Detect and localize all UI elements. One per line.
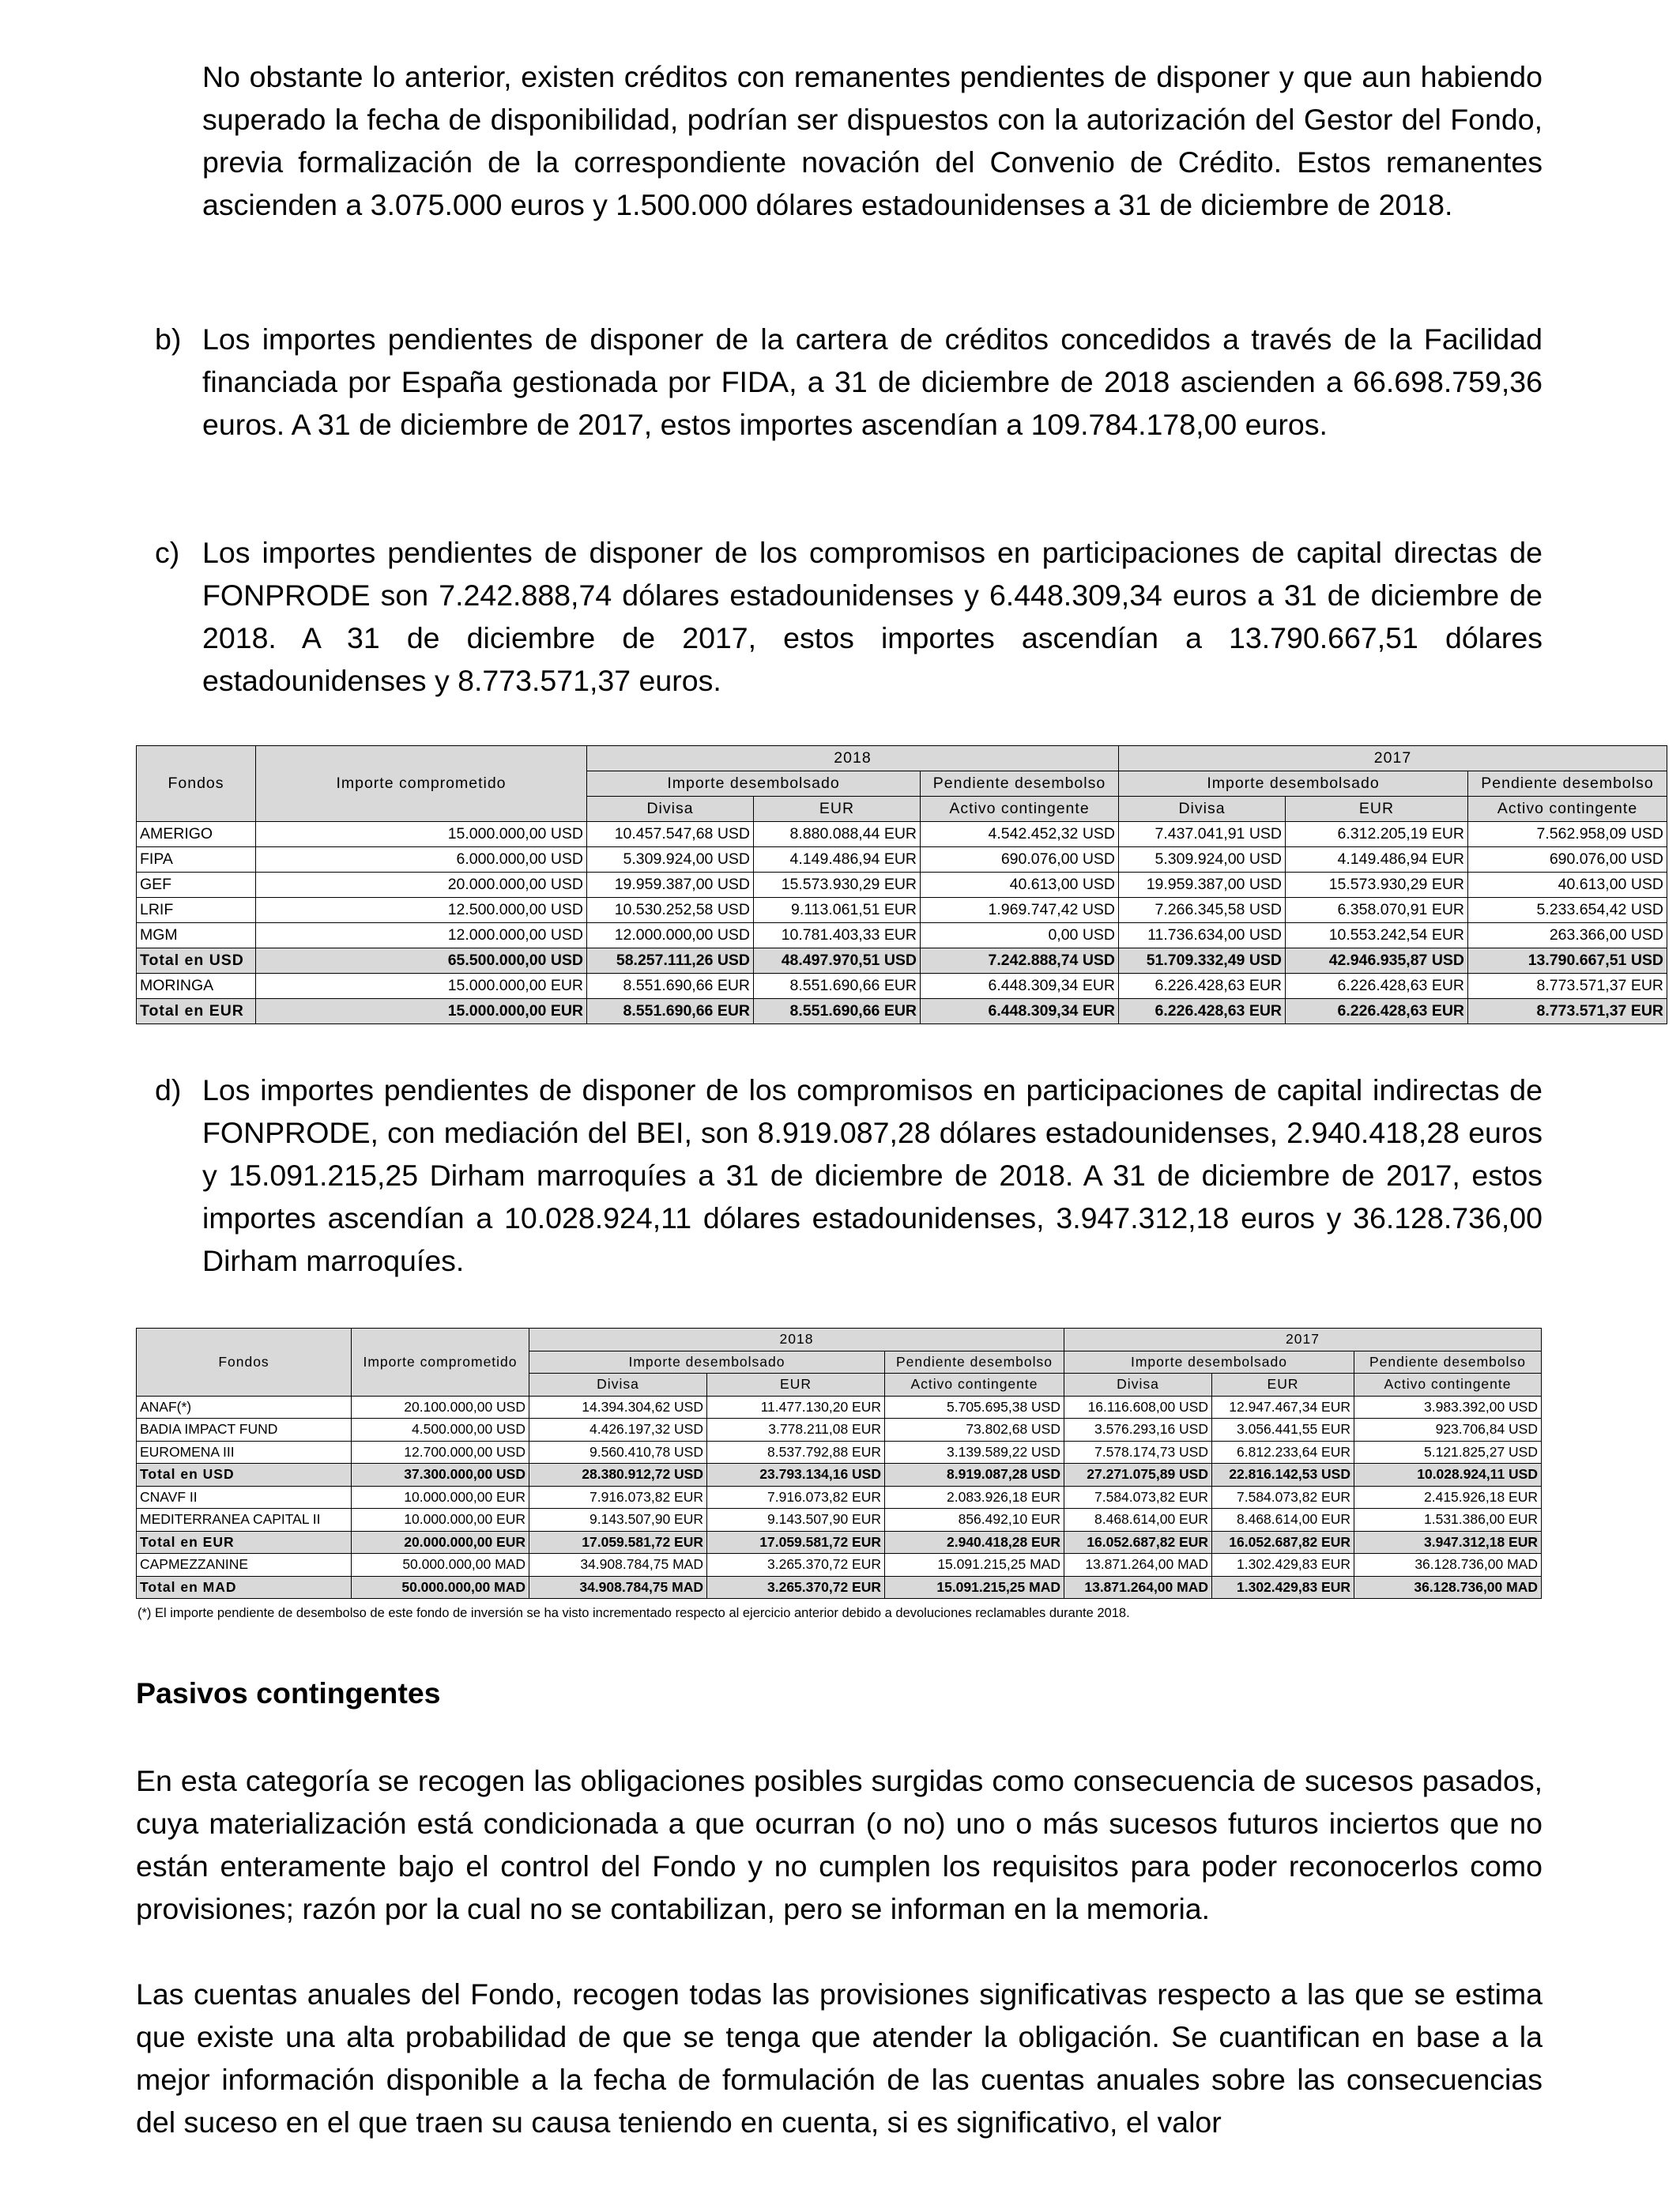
fund-name-cell: AMERIGO: [137, 822, 256, 847]
header-year-2017: 2017: [1064, 1329, 1542, 1351]
fund-name-cell: Total en USD: [137, 948, 256, 974]
fund-name-cell: LRIF: [137, 898, 256, 923]
amount-cell: 7.437.041,91 USD: [1119, 822, 1286, 847]
amount-cell: 10.028.924,11 USD: [1354, 1464, 1542, 1487]
table-total-row: [137, 1531, 1542, 1554]
amount-cell: 12.947.467,34 EUR: [1212, 1396, 1354, 1419]
paragraph-remanentes: No obstante lo anterior, existen créditos con remanentes pendientes de disponer y que aun habiendo superado la fecha de disponibilidad, podrían ser dispuestos con la autorización del Gestor del Fondo, previa formalización de la correspondiente novación del Convenio de Crédito. Estos remanentes ascienden a 3.075.000 euros y 1.500.000 dólares estadounidenses a 31 de diciembre de 2018.: [202, 60, 1543, 221]
amount-cell: 3.139.589,22 USD: [885, 1441, 1064, 1464]
amount-cell: 7.242.888,74 USD: [921, 948, 1119, 974]
amount-cell: 1.969.747,42 USD: [921, 898, 1119, 923]
amount-cell: 16.116.608,00 USD: [1064, 1396, 1212, 1419]
fund-name-cell: BADIA IMPACT FUND: [137, 1419, 352, 1442]
amount-cell: 27.271.075,89 USD: [1064, 1464, 1212, 1487]
header-eur-2017: EUR: [1286, 797, 1468, 822]
amount-cell: 15.000.000,00 EUR: [256, 974, 587, 999]
amount-cell: 50.000.000,00 MAD: [352, 1576, 529, 1599]
amount-cell: 9.143.507,90 EUR: [707, 1509, 885, 1532]
amount-cell: 36.128.736,00 MAD: [1354, 1576, 1542, 1599]
header-activo-2018: Activo contingente: [885, 1374, 1064, 1397]
amount-cell: 5.121.825,27 USD: [1354, 1441, 1542, 1464]
amount-cell: 9.143.507,90 EUR: [529, 1509, 707, 1532]
table-row: [137, 974, 1667, 999]
header-divisa-2018: Divisa: [587, 797, 754, 822]
amount-cell: 9.113.061,51 EUR: [754, 898, 921, 923]
amount-cell: 65.500.000,00 USD: [256, 948, 587, 974]
amount-cell: 7.562.958,09 USD: [1468, 822, 1667, 847]
amount-cell: 4.149.486,94 EUR: [1286, 847, 1468, 873]
amount-cell: 58.257.111,26 USD: [587, 948, 754, 974]
fund-name-cell: MORINGA: [137, 974, 256, 999]
header-eur-2018: EUR: [707, 1374, 885, 1397]
table-participaciones-directas: [136, 745, 1667, 1024]
amount-cell: 10.530.252,58 USD: [587, 898, 754, 923]
amount-cell: 3.947.312,18 EUR: [1354, 1531, 1542, 1554]
amount-cell: 3.576.293,16 USD: [1064, 1419, 1212, 1442]
amount-cell: 856.492,10 EUR: [885, 1509, 1064, 1532]
amount-cell: 6.000.000,00 USD: [256, 847, 587, 873]
amount-cell: 14.394.304,62 USD: [529, 1396, 707, 1419]
amount-cell: 15.091.215,25 MAD: [885, 1576, 1064, 1599]
amount-cell: 4.500.000,00 USD: [352, 1419, 529, 1442]
amount-cell: 40.613,00 USD: [1468, 873, 1667, 898]
table-row: [137, 1554, 1542, 1577]
fund-name-cell: FIPA: [137, 847, 256, 873]
table-participaciones-indirectas: [136, 1328, 1542, 1599]
paragraph-pasivos-provisiones: Las cuentas anuales del Fondo, recogen todas las provisiones significativas respecto a las que se estima que existe una alta probabilidad de que se tenga que atender la obligación. Se cuantifican en base a la mejor información disponible a la fecha de formulación de las cuentas anuales sobre las consecuencias del suceso en el que traen su causa teniendo en cuenta, si es significativo, el valor: [136, 1977, 1543, 2139]
amount-cell: 2.083.926,18 EUR: [885, 1486, 1064, 1509]
amount-cell: 36.128.736,00 MAD: [1354, 1554, 1542, 1577]
amount-cell: 12.000.000,00 USD: [587, 923, 754, 948]
amount-cell: 10.553.242,54 EUR: [1286, 923, 1468, 948]
amount-cell: 15.000.000,00 USD: [256, 822, 587, 847]
table-row: [137, 923, 1667, 948]
amount-cell: 11.736.634,00 USD: [1119, 923, 1286, 948]
header-fondos: Fondos: [137, 746, 256, 822]
header-importe-comprometido: Importe comprometido: [352, 1329, 529, 1397]
table-footnote: (*) El importe pendiente de desembolso de este fondo de inversión se ha visto incrementado respecto al ejercicio anterior debido a devoluciones reclamables durante 2018.: [137, 1606, 1130, 1620]
fund-name-cell: CAPMEZZANINE: [137, 1554, 352, 1577]
amount-cell: 8.551.690,66 EUR: [587, 974, 754, 999]
amount-cell: 6.358.070,91 EUR: [1286, 898, 1468, 923]
amount-cell: 23.793.134,16 USD: [707, 1464, 885, 1487]
header-activo-2018: Activo contingente: [921, 797, 1119, 822]
amount-cell: 37.300.000,00 USD: [352, 1464, 529, 1487]
amount-cell: 6.226.428,63 EUR: [1286, 999, 1468, 1024]
table-row: [137, 822, 1667, 847]
amount-cell: 15.573.930,29 EUR: [1286, 873, 1468, 898]
header-importe-desembolsado-2018: Importe desembolsado: [529, 1351, 885, 1374]
amount-cell: 40.613,00 USD: [921, 873, 1119, 898]
amount-cell: 11.477.130,20 EUR: [707, 1396, 885, 1419]
amount-cell: 3.265.370,72 EUR: [707, 1554, 885, 1577]
amount-cell: 20.000.000,00 EUR: [352, 1531, 529, 1554]
amount-cell: 8.551.690,66 EUR: [587, 999, 754, 1024]
table-row: [137, 1509, 1542, 1532]
amount-cell: 8.551.690,66 EUR: [754, 974, 921, 999]
amount-cell: 8.468.614,00 EUR: [1212, 1509, 1354, 1532]
table-total-row: [137, 1576, 1542, 1599]
table-total-row: [137, 999, 1667, 1024]
amount-cell: 1.531.386,00 EUR: [1354, 1509, 1542, 1532]
amount-cell: 1.302.429,83 EUR: [1212, 1554, 1354, 1577]
header-importe-comprometido: Importe comprometido: [256, 746, 587, 822]
table-row: [137, 1441, 1542, 1464]
amount-cell: 9.560.410,78 USD: [529, 1441, 707, 1464]
amount-cell: 16.052.687,82 EUR: [1064, 1531, 1212, 1554]
header-pendiente-2017: Pendiente desembolso: [1468, 771, 1667, 797]
fund-name-cell: CNAVF II: [137, 1486, 352, 1509]
paragraph-pasivos-definicion: En esta categoría se recogen las obligaciones posibles surgidas como consecuencia de sucesos pasados, cuya materialización está condicionada a que ocurran (o no) uno o más sucesos futuros inciertos que no están enteramente bajo el control del Fondo y no cumplen los requisitos para poder reconocerlos como provisiones; razón por la cual no se contabilizan, pero se informan en la memoria.: [136, 1764, 1543, 1925]
amount-cell: 20.000.000,00 USD: [256, 873, 587, 898]
amount-cell: 34.908.784,75 MAD: [529, 1576, 707, 1599]
table-total-row: [137, 1464, 1542, 1487]
fund-name-cell: Total en MAD: [137, 1576, 352, 1599]
header-importe-desembolsado-2017: Importe desembolsado: [1064, 1351, 1354, 1374]
header-fondos: Fondos: [137, 1329, 352, 1397]
table-row: [137, 1396, 1542, 1419]
amount-cell: 4.542.452,32 USD: [921, 822, 1119, 847]
amount-cell: 12.000.000,00 USD: [256, 923, 587, 948]
list-marker-d: d): [155, 1073, 182, 1106]
amount-cell: 5.309.924,00 USD: [587, 847, 754, 873]
amount-cell: 42.946.935,87 USD: [1286, 948, 1468, 974]
header-pendiente-2018: Pendiente desembolso: [885, 1351, 1064, 1374]
amount-cell: 5.705.695,38 USD: [885, 1396, 1064, 1419]
header-eur-2018: EUR: [754, 797, 921, 822]
amount-cell: 7.578.174,73 USD: [1064, 1441, 1212, 1464]
amount-cell: 8.468.614,00 EUR: [1064, 1509, 1212, 1532]
header-eur-2017: EUR: [1212, 1374, 1354, 1397]
amount-cell: 73.802,68 USD: [885, 1419, 1064, 1442]
amount-cell: 690.076,00 USD: [921, 847, 1119, 873]
amount-cell: 6.226.428,63 EUR: [1119, 999, 1286, 1024]
table-total-row: [137, 948, 1667, 974]
header-importe-desembolsado-2017: Importe desembolsado: [1119, 771, 1468, 797]
section-heading-pasivos: Pasivos contingentes: [136, 1676, 441, 1710]
header-pendiente-2017: Pendiente desembolso: [1354, 1351, 1542, 1374]
header-importe-desembolsado-2018: Importe desembolsado: [587, 771, 921, 797]
amount-cell: 923.706,84 USD: [1354, 1419, 1542, 1442]
amount-cell: 15.000.000,00 EUR: [256, 999, 587, 1024]
amount-cell: 8.880.088,44 EUR: [754, 822, 921, 847]
amount-cell: 6.312.205,19 EUR: [1286, 822, 1468, 847]
amount-cell: 20.100.000,00 USD: [352, 1396, 529, 1419]
fund-name-cell: Total en EUR: [137, 1531, 352, 1554]
amount-cell: 28.380.912,72 USD: [529, 1464, 707, 1487]
fund-name-cell: GEF: [137, 873, 256, 898]
amount-cell: 13.790.667,51 USD: [1468, 948, 1667, 974]
amount-cell: 50.000.000,00 MAD: [352, 1554, 529, 1577]
amount-cell: 263.366,00 USD: [1468, 923, 1667, 948]
amount-cell: 8.773.571,37 EUR: [1468, 974, 1667, 999]
amount-cell: 7.916.073,82 EUR: [707, 1486, 885, 1509]
amount-cell: 7.584.073,82 EUR: [1212, 1486, 1354, 1509]
amount-cell: 5.233.654,42 USD: [1468, 898, 1667, 923]
amount-cell: 6.226.428,63 EUR: [1286, 974, 1468, 999]
amount-cell: 34.908.784,75 MAD: [529, 1554, 707, 1577]
amount-cell: 48.497.970,51 USD: [754, 948, 921, 974]
amount-cell: 10.781.403,33 EUR: [754, 923, 921, 948]
fund-name-cell: Total en EUR: [137, 999, 256, 1024]
amount-cell: 13.871.264,00 MAD: [1064, 1554, 1212, 1577]
amount-cell: 22.816.142,53 USD: [1212, 1464, 1354, 1487]
amount-cell: 3.056.441,55 EUR: [1212, 1419, 1354, 1442]
amount-cell: 4.149.486,94 EUR: [754, 847, 921, 873]
amount-cell: 15.573.930,29 EUR: [754, 873, 921, 898]
amount-cell: 8.919.087,28 USD: [885, 1464, 1064, 1487]
header-activo-2017: Activo contingente: [1468, 797, 1667, 822]
list-marker-b: b): [155, 322, 182, 356]
header-divisa-2017: Divisa: [1119, 797, 1286, 822]
amount-cell: 12.500.000,00 USD: [256, 898, 587, 923]
amount-cell: 1.302.429,83 EUR: [1212, 1576, 1354, 1599]
amount-cell: 8.551.690,66 EUR: [754, 999, 921, 1024]
amount-cell: 6.448.309,34 EUR: [921, 999, 1119, 1024]
header-activo-2017: Activo contingente: [1354, 1374, 1542, 1397]
paragraph-b-fida: Los importes pendientes de disponer de la cartera de créditos concedidos a través de la Facilidad financiada por España gestionada por FIDA, a 31 de diciembre de 2018 ascienden a 66.698.759,36 euros. A 31 de diciembre de 2017, estos importes ascendían a 109.784.178,00 euros.: [202, 322, 1543, 441]
amount-cell: 7.266.345,58 USD: [1119, 898, 1286, 923]
amount-cell: 3.265.370,72 EUR: [707, 1576, 885, 1599]
amount-cell: 2.415.926,18 EUR: [1354, 1486, 1542, 1509]
amount-cell: 15.091.215,25 MAD: [885, 1554, 1064, 1577]
fund-name-cell: ANAF(*): [137, 1396, 352, 1419]
amount-cell: 7.916.073,82 EUR: [529, 1486, 707, 1509]
fund-name-cell: EUROMENA III: [137, 1441, 352, 1464]
list-marker-c: c): [155, 536, 180, 569]
amount-cell: 5.309.924,00 USD: [1119, 847, 1286, 873]
header-year-2018: 2018: [587, 746, 1119, 771]
amount-cell: 19.959.387,00 USD: [587, 873, 754, 898]
amount-cell: 19.959.387,00 USD: [1119, 873, 1286, 898]
amount-cell: 17.059.581,72 EUR: [707, 1531, 885, 1554]
amount-cell: 3.983.392,00 USD: [1354, 1396, 1542, 1419]
header-year-2018: 2018: [529, 1329, 1064, 1351]
amount-cell: 2.940.418,28 EUR: [885, 1531, 1064, 1554]
header-pendiente-2018: Pendiente desembolso: [921, 771, 1119, 797]
amount-cell: 6.812.233,64 EUR: [1212, 1441, 1354, 1464]
amount-cell: 10.000.000,00 EUR: [352, 1509, 529, 1532]
header-divisa-2018: Divisa: [529, 1374, 707, 1397]
amount-cell: 13.871.264,00 MAD: [1064, 1576, 1212, 1599]
fund-name-cell: Total en USD: [137, 1464, 352, 1487]
header-year-2017: 2017: [1119, 746, 1667, 771]
amount-cell: 6.226.428,63 EUR: [1119, 974, 1286, 999]
paragraph-d-indirectas: Los importes pendientes de disponer de los compromisos en participaciones de capital indirectas de FONPRODE, con mediación del BEI, son 8.919.087,28 dólares estadounidenses, 2.940.418,28 euros y 15.091.215,25 Dirham marroquíes a 31 de diciembre de 2018. A 31 de diciembre de 2017, estos importes ascendían a 10.028.924,11 dólares estadounidenses, 3.947.312,18 euros y 36.128.736,00 Dirham marroquíes.: [202, 1073, 1543, 1277]
amount-cell: 690.076,00 USD: [1468, 847, 1667, 873]
amount-cell: 0,00 USD: [921, 923, 1119, 948]
amount-cell: 8.537.792,88 EUR: [707, 1441, 885, 1464]
amount-cell: 51.709.332,49 USD: [1119, 948, 1286, 974]
paragraph-c-directas: Los importes pendientes de disponer de los compromisos en participaciones de capital directas de FONPRODE son 7.242.888,74 dólares estadounidenses y 6.448.309,34 euros a 31 de diciembre de 2018. A 31 de diciembre de 2017, estos importes ascendían a 13.790.667,51 dólares estadounidenses y 8.773.571,37 euros.: [202, 536, 1543, 697]
table-row: [137, 847, 1667, 873]
amount-cell: 7.584.073,82 EUR: [1064, 1486, 1212, 1509]
table-row: [137, 1486, 1542, 1509]
amount-cell: 4.426.197,32 USD: [529, 1419, 707, 1442]
amount-cell: 12.700.000,00 USD: [352, 1441, 529, 1464]
amount-cell: 17.059.581,72 EUR: [529, 1531, 707, 1554]
table-row: [137, 898, 1667, 923]
fund-name-cell: MGM: [137, 923, 256, 948]
amount-cell: 10.457.547,68 USD: [587, 822, 754, 847]
amount-cell: 8.773.571,37 EUR: [1468, 999, 1667, 1024]
amount-cell: 6.448.309,34 EUR: [921, 974, 1119, 999]
amount-cell: 10.000.000,00 EUR: [352, 1486, 529, 1509]
header-divisa-2017: Divisa: [1064, 1374, 1212, 1397]
amount-cell: 16.052.687,82 EUR: [1212, 1531, 1354, 1554]
fund-name-cell: MEDITERRANEA CAPITAL II: [137, 1509, 352, 1532]
table-row: [137, 1419, 1542, 1442]
amount-cell: 3.778.211,08 EUR: [707, 1419, 885, 1442]
table-row: [137, 873, 1667, 898]
